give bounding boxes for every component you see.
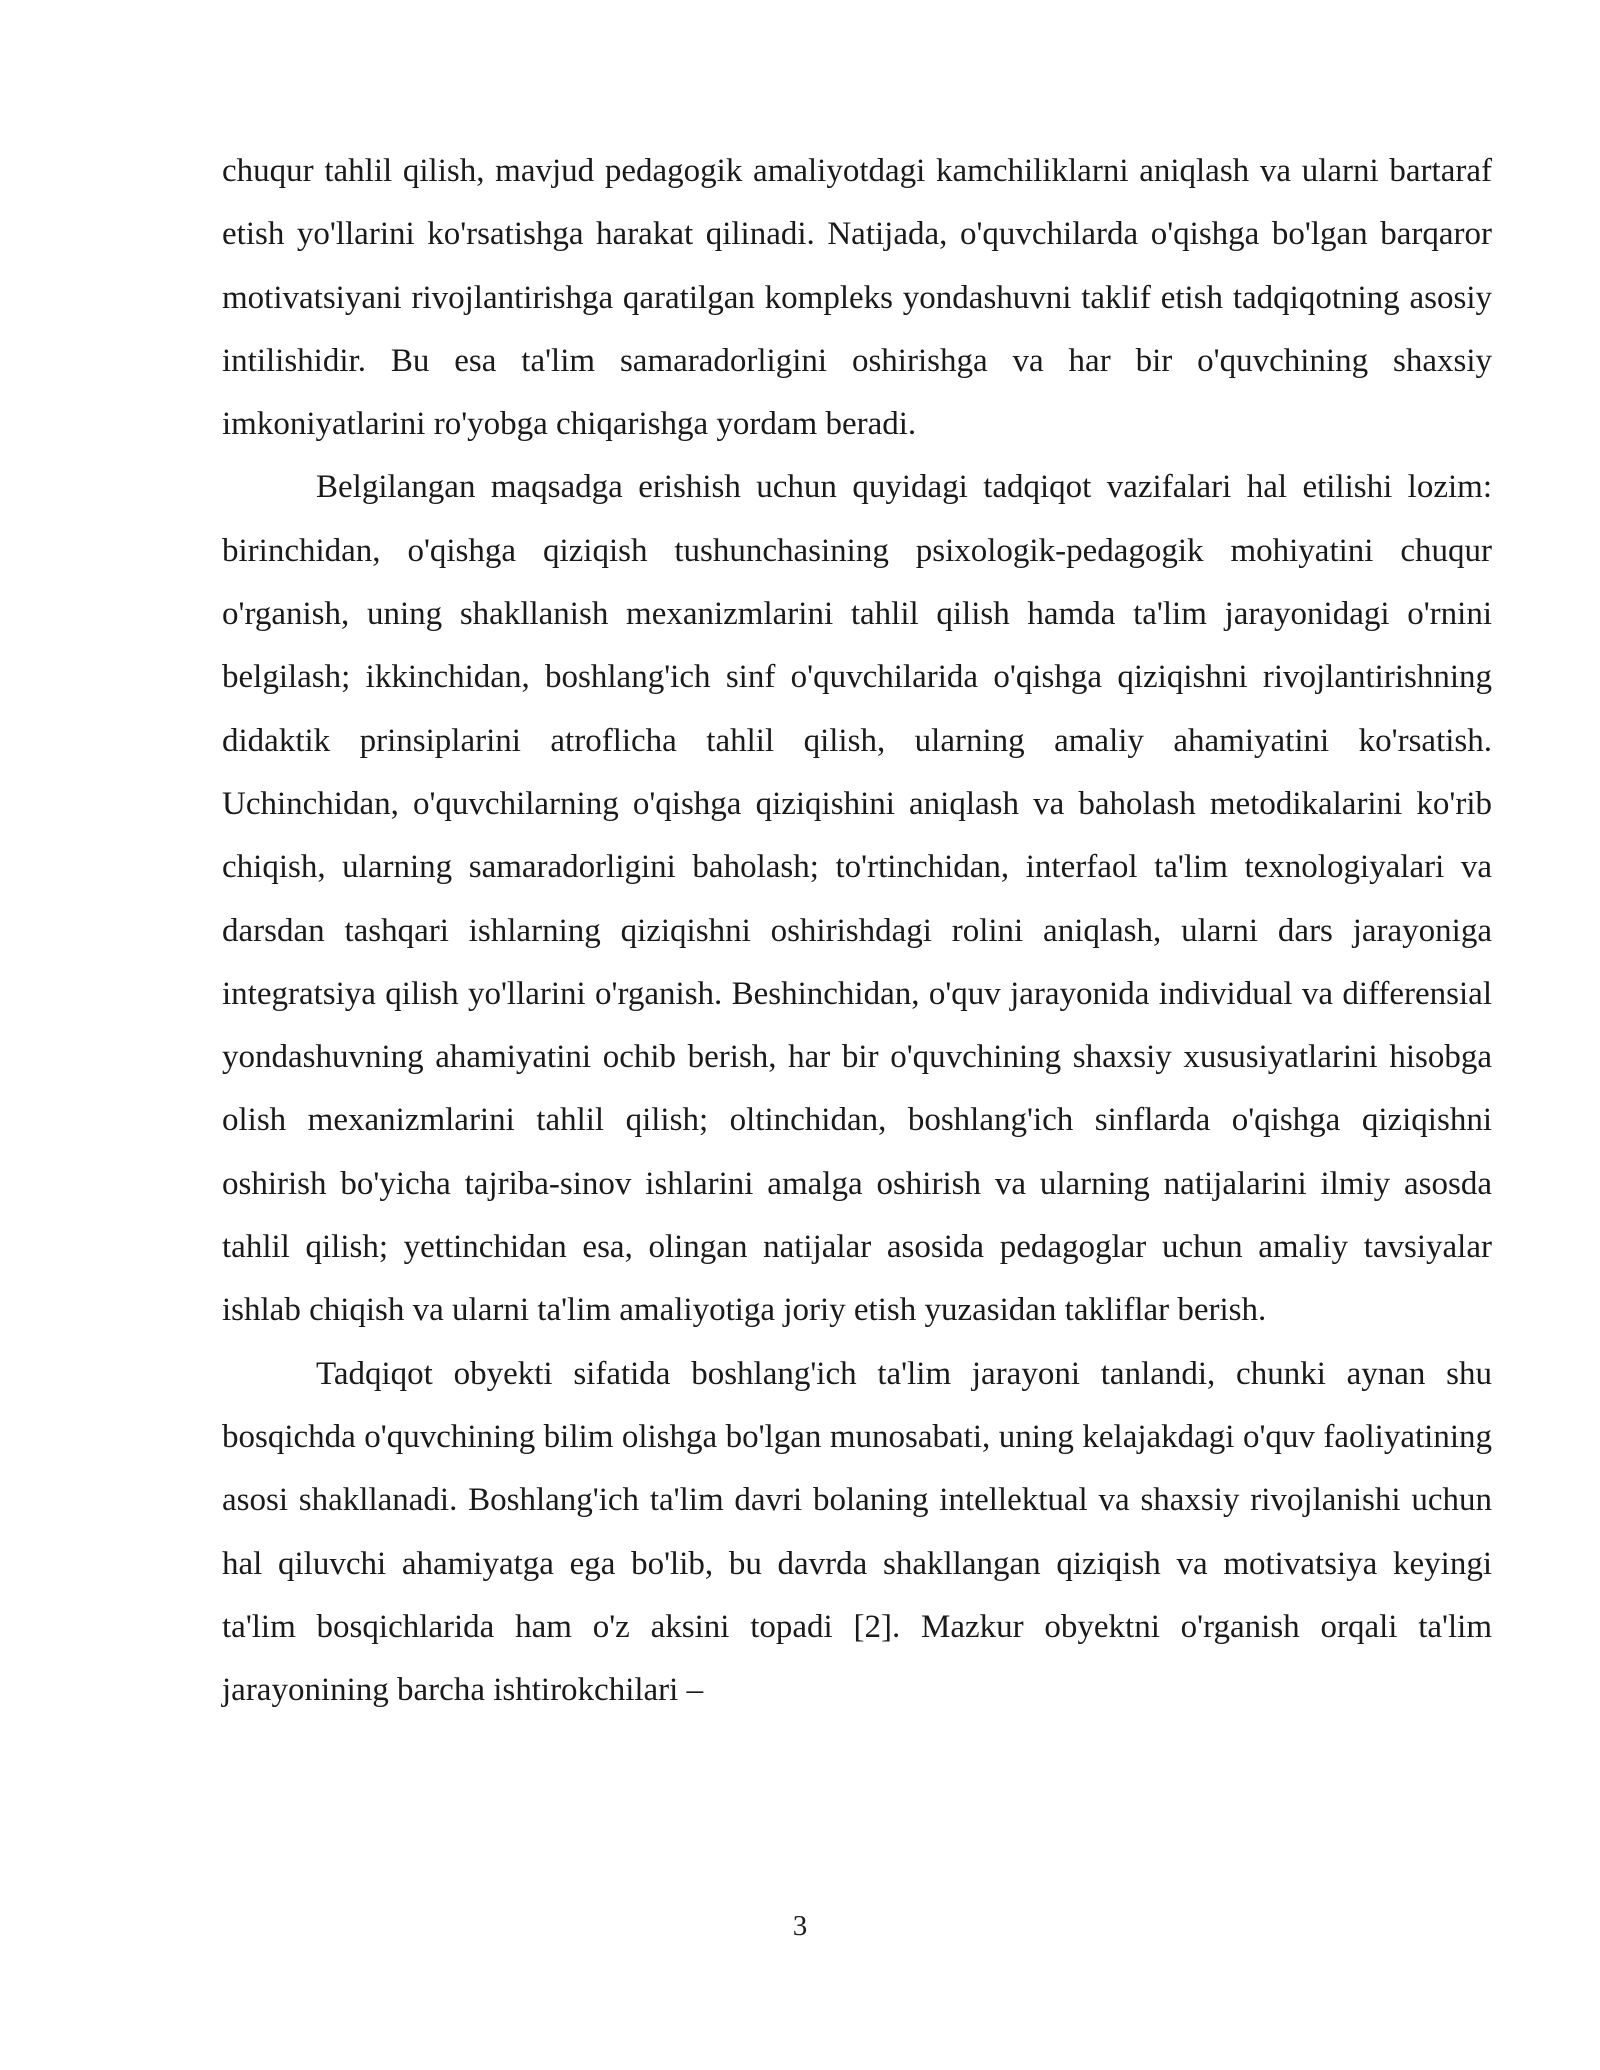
page-number: 3 (792, 1910, 808, 1942)
paragraph-3: Tadqiqot obyekti sifatida boshlang'ich ta'lim jarayoni tanlandi, chunki aynan shu bosqichda o'quvchining bilim olishga bo'lgan munosabati, uning kelajakdagi o'quv faoliyatining asosi shakllanadi. Boshlang'ich ta'lim davri bolaning intellektual va shaxsiy rivojlanishi uchun hal qiluvchi ahamiyatga ega bo'lib, bu davrda shakllangan qiziqish va motivatsiya keyingi ta'lim bosqichlarida ham o'z aksini topadi [2]. Mazkur obyektni o'rganish orqali ta'lim jarayonining barcha ishtirokchilari – (222, 1355, 1492, 1709)
body-text (222, 140, 1492, 1722)
paragraph-1: chuqur tahlil qilish, mavjud pedagogik amaliyotdagi kamchiliklarni aniqlash va ularni bartaraf etish yo'llarini ko'rsatishga harakat qilinadi. Natijada, o'quvchilarda o'qishga bo'lgan barqaror motivatsiyani rivojlantirishga qaratilgan kompleks yondashuvni taklif etish tadqiqotning asosiy intilishidir. Bu esa ta'lim samaradorligini oshirishga va har bir o'quvchining shaxsiy imkoniyatlarini ro'yobga chiqarishga yordam beradi. (222, 153, 1492, 443)
paragraph-2: Belgilangan maqsadga erishish uchun quyidagi tadqiqot vazifalari hal etilishi lozim: birinchidan, o'qishga qiziqish tushunchasining psixologik-pedagogik mohiyatini chuqur o'rganish, uning shakllanish mexanizmlarini tahlil qilish hamda ta'lim jarayonidagi o'rnini belgilash; ikkinchidan, boshlang'ich sinf o'quvchilarida o'qishga qiziqishni rivojlantirishning didaktik prinsiplarini atroflicha tahlil qilish, ularning amaliy ahamiyatini ko'rsatish. Uchinchidan, o'quvchilarning o'qishga qiziqishini aniqlash va baholash metodikalarini ko'rib chiqish, ularning samaradorligini baholash; to'rtinchidan, interfaol ta'lim texnologiyalari va darsdan tashqari ishlarning qiziqishni oshirishdagi rolini aniqlash, ularni dars jarayoniga integratsiya qilish yo'llarini o'rganish. Beshinchidan, o'quv jarayonida individual va differensial yondashuvning ahamiyatini ochib berish, har bir o'quvchining shaxsiy xususiyatlarini hisobga olish mexanizmlarini tahlil qilish; oltinchidan, boshlang'ich sinflarda o'qishga qiziqishni oshirish bo'yicha tajriba-sinov ishlarini amalga oshirish va ularning natijalarini ilmiy asosda tahlil qilish; yettinchidan esa, olingan natijalar asosida pedagoglar uchun amaliy tavsiyalar ishlab chiqish va ularni ta'lim amaliyotiga joriy etish yuzasidan takliflar berish. (222, 469, 1492, 1329)
